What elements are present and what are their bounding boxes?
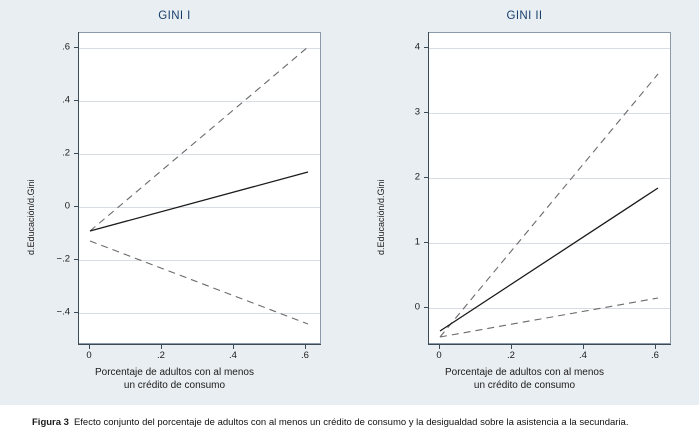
panel-title-gini-i: GINI I: [158, 10, 191, 22]
ci-lower-line: [440, 298, 658, 337]
ci-lower-line: [90, 241, 308, 324]
y-tick-label: 2: [414, 171, 420, 183]
figure-caption-inner: [32, 416, 667, 429]
x-axis-title: [0, 366, 349, 392]
y-tick-mark: [424, 307, 428, 308]
y-tick-label: .6: [62, 41, 70, 53]
x-axis-line: [428, 344, 671, 345]
x-tick-mark: [89, 345, 90, 349]
y-axis-line: [428, 32, 429, 344]
y-axis-title: d.Educación/d.Gini: [26, 179, 36, 255]
y-tick-label: −.4: [56, 306, 70, 318]
figure-caption-text: Efecto conjunto del porcentaje de adultos con al menos un crédito de consumo y la desigualdad sobre la asistencia a la secundaria.: [73, 417, 629, 428]
x-tick-label: 0: [436, 350, 442, 361]
x-axis-title-line1: Porcentaje de adultos con al menos: [445, 367, 604, 378]
estimate-line: [90, 172, 308, 231]
y-tick-mark: [424, 112, 428, 113]
y-tick-mark: [424, 177, 428, 178]
x-tick-label: .2: [157, 350, 165, 361]
x-tick-label: .4: [229, 350, 237, 361]
x-tick-label: .6: [651, 350, 659, 361]
series-lines-gini-i: [79, 33, 322, 345]
x-tick-label: 0: [86, 350, 92, 361]
x-tick-mark: [511, 345, 512, 349]
figure-caption-label: Figura 3: [32, 417, 69, 428]
y-tick-label: .4: [62, 94, 70, 106]
y-tick-label: 0: [64, 200, 70, 212]
y-tick-label: 1: [414, 236, 420, 248]
y-tick-label: 3: [414, 106, 420, 118]
y-tick-mark: [74, 206, 78, 207]
panel-gini-ii: [350, 0, 699, 405]
y-tick-label: 0: [414, 301, 420, 313]
x-tick-label: .6: [301, 350, 309, 361]
x-axis-title: [350, 366, 699, 392]
x-tick-mark: [161, 345, 162, 349]
y-tick-label: −.2: [56, 253, 70, 265]
x-tick-label: .2: [507, 350, 515, 361]
ci-upper-line: [90, 47, 308, 231]
y-tick-label: .2: [62, 147, 70, 159]
y-tick-mark: [424, 47, 428, 48]
y-tick-mark: [74, 312, 78, 313]
ci-upper-line: [440, 74, 658, 337]
x-tick-mark: [233, 345, 234, 349]
x-axis-title-line2: un crédito de consumo: [473, 380, 576, 391]
y-tick-mark: [424, 242, 428, 243]
estimate-line: [440, 188, 658, 331]
panel-gini-i: [0, 0, 349, 405]
y-tick-mark: [74, 47, 78, 48]
figure-caption: [0, 405, 699, 446]
x-tick-mark: [583, 345, 584, 349]
panel-title-gini-ii: GINI II: [506, 10, 543, 22]
series-lines-gini-ii: [429, 33, 672, 345]
y-axis-title: d.Educación/d.Gini: [376, 179, 386, 255]
y-tick-mark: [74, 100, 78, 101]
y-tick-mark: [74, 259, 78, 260]
x-tick-mark: [439, 345, 440, 349]
x-tick-mark: [305, 345, 306, 349]
x-tick-label: .4: [579, 350, 587, 361]
y-tick-mark: [74, 153, 78, 154]
plot-area-gini-i: [78, 32, 321, 344]
x-axis-title-line1: Porcentaje de adultos con al menos: [95, 367, 254, 378]
plot-area-gini-ii: [428, 32, 671, 344]
y-tick-label: 4: [414, 41, 420, 53]
x-tick-mark: [655, 345, 656, 349]
x-axis-title-line2: un crédito de consumo: [123, 380, 226, 391]
y-axis-line: [78, 32, 79, 344]
x-axis-line: [78, 344, 321, 345]
